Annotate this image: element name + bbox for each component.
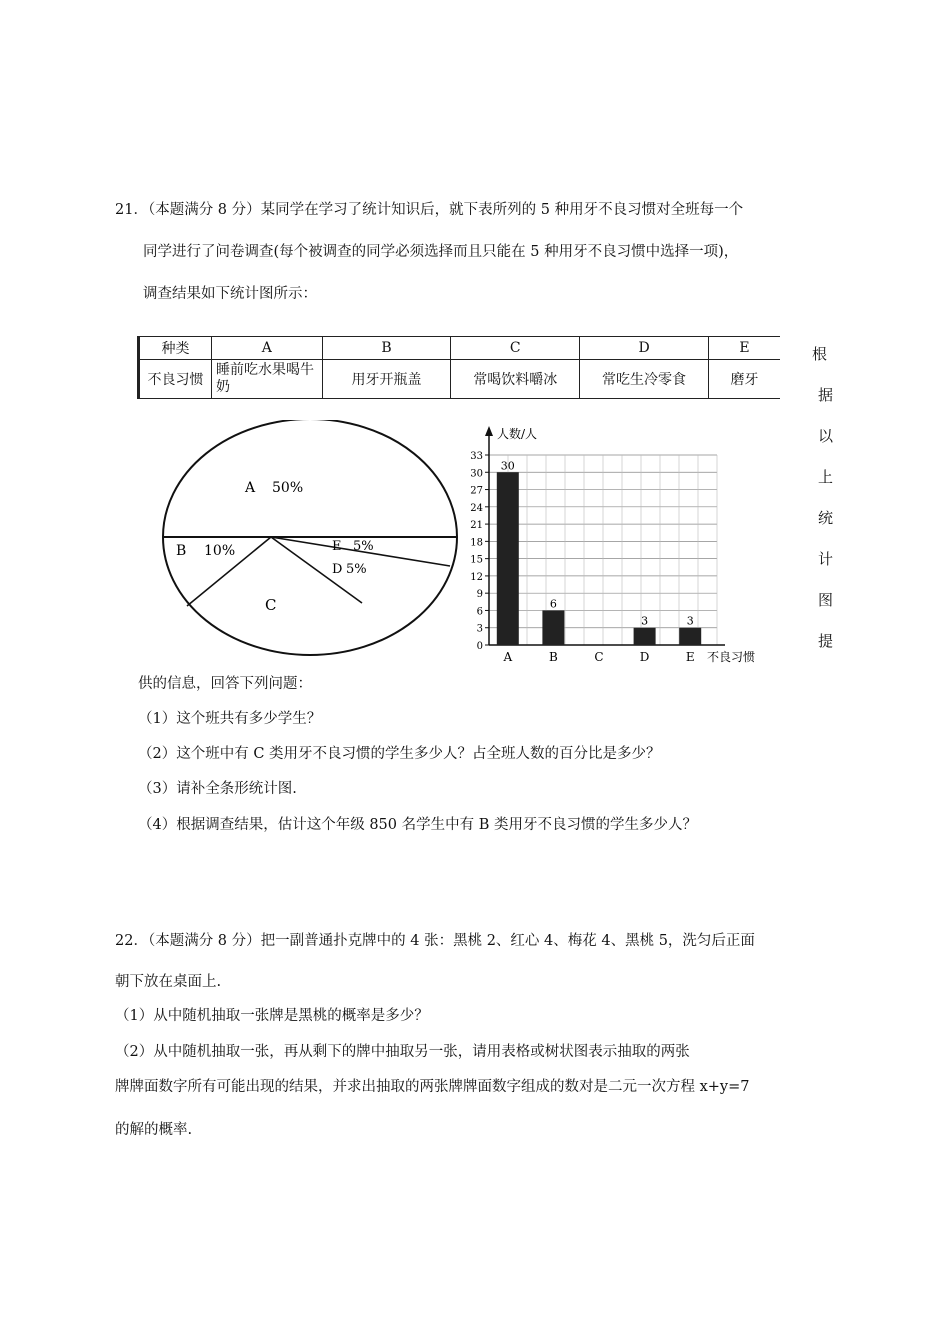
pie-label-c: C [265,596,277,614]
q21-line1: 21．（本题满分 8 分）某同学在学习了统计知识后，就下表所列的 5 种用牙不良习惯对全班每一个 [115,202,744,218]
q22-line5: 牌牌面数字所有可能出现的结果，并求出抽取的两张牌牌面数字组成的数对是二元一次方程 x+y=7 [115,1079,750,1095]
habit-table [137,336,780,399]
side-char: 根 [812,345,828,363]
x-tick-label: A [503,650,513,664]
x-axis-label: 不良习惯 [707,650,756,664]
y-tick-label: 3 [476,623,483,635]
table-cell: 常吃生冷零食 [580,360,709,399]
q22-line6: 的解的概率. [115,1122,193,1138]
q21-question-1: （1）这个班共有多少学生？ [138,711,322,727]
q22-question-1: （1）从中随机抽取一张牌是黑桃的概率是多少？ [115,1008,429,1024]
q21-line2: 同学进行了问卷调查(每个被调查的同学必须选择而且只能在 5 种用牙不良习惯中选择一项)， [143,244,739,260]
data-label: 6 [549,597,557,611]
side-char: 据 [818,386,834,404]
q21-after: 供的信息，回答下列问题： [138,676,312,692]
data-label: 30 [500,459,515,473]
x-tick-label: B [548,650,558,664]
side-char: 统 [818,509,834,527]
habit-table-header [139,337,781,360]
table-cell: 睡前吃水果喝牛奶 [212,360,323,399]
pie-percent-d: 5% [346,562,367,577]
q22-question-2: （2）从中随机抽取一张，再从剩下的牌中抽取另一张，请用表格或树状图表示抽取的两张 [115,1044,690,1060]
side-char: 计 [818,550,834,568]
y-tick-label: 18 [470,537,483,549]
habit-table-row [139,360,781,399]
x-tick-label: E [685,650,695,664]
q21-question-3: （3）请补全条形统计图. [138,781,297,797]
bar [679,628,701,645]
pie-chart [150,420,470,660]
table-cell: 用牙开瓶盖 [322,360,451,399]
data-label: 3 [641,614,649,628]
table-header-cell: C [451,337,580,360]
y-tick-label: 6 [476,606,483,618]
q21-question-4: （4）根据调查结果，估计这个年级 850 名学生中有 B 类用牙不良习惯的学生多少人？ [138,817,697,833]
table-cell: 不良习惯 [139,360,212,399]
y-tick-label: 27 [470,485,483,497]
table-cell: 磨牙 [708,360,780,399]
pie-percent-b: 10% [204,543,236,559]
y-tick-label: 33 [470,451,483,462]
bar [542,610,564,645]
bar [497,472,519,645]
table-cell: 常喝饮料嚼冰 [451,360,580,399]
pie-percent-e: 5% [353,539,374,554]
data-label: 3 [686,614,694,628]
bar-chart [455,420,775,670]
q22-line2: 朝下放在桌面上. [115,974,222,990]
side-char: 以 [818,427,834,445]
y-tick-label: 24 [470,502,483,514]
pie-label-e: E [332,539,342,554]
table-header-cell: B [322,337,451,360]
pie-label-d: D [332,562,343,577]
y-tick-label: 30 [470,468,483,480]
pie-label-a: A [245,480,256,496]
y-tick-label: 12 [470,571,483,583]
table-header-cell: A [212,337,323,360]
pie-percent-a: 50% [272,480,304,496]
y-axis-arrow [485,426,493,436]
table-header-cell: E [708,337,780,360]
y-tick-label: 0 [476,641,483,652]
side-char: 图 [818,591,834,609]
bar [634,628,656,645]
y-tick-label: 21 [470,520,483,532]
table-header-cell: D [580,337,709,360]
side-char: 上 [818,468,834,486]
q22-line1: 22．（本题满分 8 分）把一副普通扑克牌中的 4 张：黑桃 2、红心 4、梅花 4、黑桃 5，洗匀后正面 [115,933,755,949]
pie-label-b: B [176,543,187,559]
q21-question-2: （2）这个班中有 C 类用牙不良习惯的学生多少人？占全班人数的百分比是多少？ [138,746,661,762]
table-header-cell: 种类 [139,337,212,360]
y-axis-label: 人数/人 [497,427,538,441]
x-tick-label: D [639,650,650,664]
q21-line3: 调查结果如下统计图所示： [143,286,317,302]
x-tick-label: C [594,650,604,664]
side-char: 提 [818,632,834,650]
y-tick-label: 9 [476,589,483,601]
y-tick-label: 15 [470,554,483,566]
